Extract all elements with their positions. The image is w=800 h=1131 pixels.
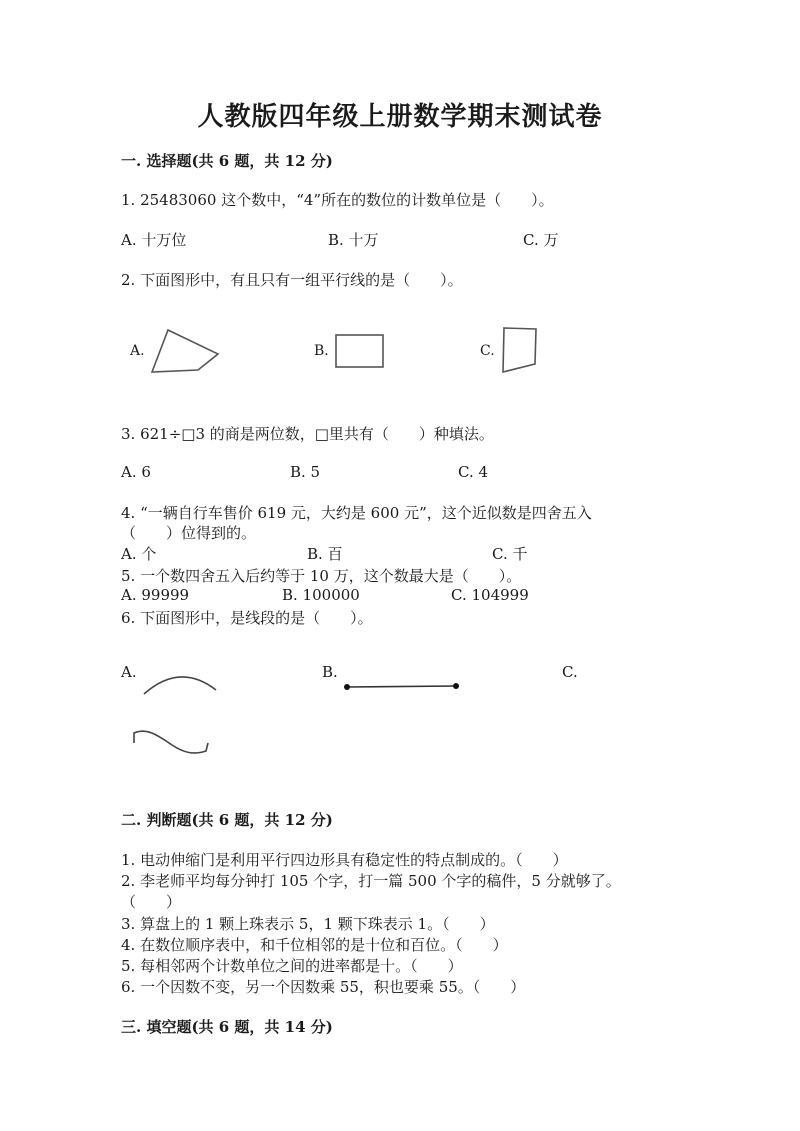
question-2-1: 1. 电动伸缩门是利用平行四边形具有稳定性的特点制成的。（ ） bbox=[121, 851, 568, 869]
option-b: B. 百 bbox=[307, 545, 343, 563]
question-2-2-continued: （ ） bbox=[121, 893, 182, 911]
option-c: C. bbox=[480, 343, 495, 359]
option-c: C. 4 bbox=[458, 463, 489, 481]
option-a: A. bbox=[130, 343, 145, 359]
question-1-6: 6. 下面图形中，是线段的是（ ）。 bbox=[121, 609, 373, 627]
question-2-2: 2. 李老师平均每分钟打 105 个字，打一篇 500 个字的稿件，5 分就够了。 bbox=[121, 872, 621, 890]
figure-a-curve bbox=[140, 668, 220, 698]
option-b: B. bbox=[314, 343, 329, 359]
page-title: 人教版四年级上册数学期末测试卷 bbox=[197, 102, 603, 132]
section-heading-judge: 二. 判断题(共 6 题，共 12 分) bbox=[121, 811, 333, 829]
option-a: A. 99999 bbox=[121, 586, 190, 604]
shape-a-quadrilateral bbox=[148, 328, 223, 376]
option-a: A. bbox=[121, 663, 137, 681]
question-2-6: 6. 一个因数不变，另一个因数乘 55，积也要乘 55。（ ） bbox=[121, 978, 526, 996]
option-b: B. 十万 bbox=[328, 231, 379, 249]
option-b: B. bbox=[322, 663, 338, 681]
question-1-5: 5. 一个数四舍五入后约等于 10 万，这个数最大是（ ）。 bbox=[121, 567, 522, 585]
option-b: B. 100000 bbox=[282, 586, 360, 604]
section-heading-fill: 三. 填空题(共 6 题，共 14 分) bbox=[121, 1018, 333, 1036]
option-c: C. bbox=[562, 663, 578, 681]
figure-c-wave bbox=[128, 725, 218, 759]
question-1-4: 4. “一辆自行车售价 619 元，大约是 600 元”，这个近似数是四舍五入 bbox=[121, 504, 592, 522]
question-2-5: 5. 每相邻两个计数单位之间的进率都是十。（ ） bbox=[121, 957, 463, 975]
question-1-2: 2. 下面图形中，有且只有一组平行线的是（ ）。 bbox=[121, 271, 463, 289]
section-heading-choice: 一. 选择题(共 6 题，共 12 分) bbox=[121, 152, 333, 170]
question-2-4: 4. 在数位顺序表中，和千位相邻的是十位和百位。（ ） bbox=[121, 936, 508, 954]
shape-c-trapezoid bbox=[500, 324, 540, 376]
question-1-1: 1. 25483060 这个数中，“4”所在的数位的计数单位是（ ）。 bbox=[121, 191, 554, 209]
option-c: C. 104999 bbox=[451, 586, 529, 604]
question-1-3: 3. 621÷□3 的商是两位数，□里共有（ ）种填法。 bbox=[121, 425, 494, 443]
option-a: A. 6 bbox=[121, 463, 151, 481]
question-1-4-continued: （ ）位得到的。 bbox=[121, 524, 257, 542]
question-2-3: 3. 算盘上的 1 颗上珠表示 5，1 颗下珠表示 1。（ ） bbox=[121, 915, 495, 933]
shape-b-rectangle bbox=[334, 333, 386, 371]
option-a: A. 十万位 bbox=[121, 231, 187, 249]
option-c: C. 千 bbox=[492, 545, 528, 563]
option-c: C. 万 bbox=[523, 231, 559, 249]
option-b: B. 5 bbox=[290, 463, 321, 481]
option-a: A. 个 bbox=[121, 545, 157, 563]
figure-b-segment bbox=[340, 678, 465, 696]
